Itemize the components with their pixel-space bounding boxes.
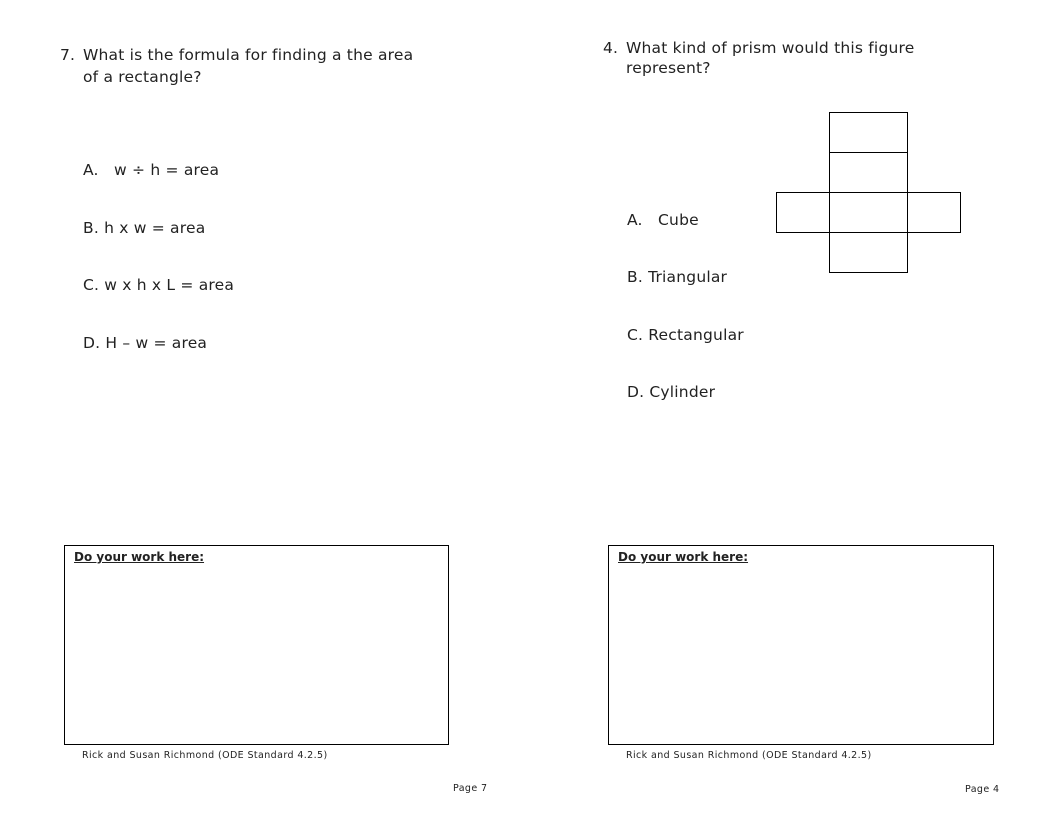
net-face-top: [829, 112, 908, 153]
net-face-upper: [829, 152, 908, 193]
page-number: Page 4: [965, 784, 1000, 795]
credit-line: Rick and Susan Richmond (ODE Standard 4.2.5): [626, 750, 872, 761]
option-b[interactable]: B. Triangular: [627, 268, 728, 286]
question-number: 7.: [60, 46, 76, 64]
option-c[interactable]: C. Rectangular: [627, 326, 744, 344]
work-area[interactable]: [64, 545, 449, 745]
net-face-center: [829, 192, 908, 233]
work-area-label: Do your work here:: [618, 550, 749, 564]
option-b[interactable]: B. h x w = area: [83, 219, 206, 237]
net-face-right: [907, 192, 961, 233]
question-text-line2: of a rectangle?: [83, 68, 202, 86]
question-text-line1: What is the formula for finding a the area: [83, 46, 414, 64]
option-d[interactable]: D. H – w = area: [83, 334, 208, 352]
page-number: Page 7: [453, 783, 488, 794]
net-face-left: [776, 192, 830, 233]
cube-net-figure: [776, 112, 961, 273]
option-c[interactable]: C. w x h x L = area: [83, 276, 235, 294]
question-7: [60, 44, 440, 90]
question-number: 4.: [603, 39, 619, 57]
work-area[interactable]: [608, 545, 994, 745]
option-d[interactable]: D. Cylinder: [627, 383, 716, 401]
work-area-label: Do your work here:: [74, 550, 205, 564]
option-a[interactable]: A. w ÷ h = area: [83, 161, 220, 179]
credit-line: Rick and Susan Richmond (ODE Standard 4.2.5): [82, 750, 328, 761]
net-face-bottom: [829, 232, 908, 273]
question-text-line1: What kind of prism would this figure: [626, 39, 915, 57]
option-a[interactable]: A. Cube: [627, 211, 699, 229]
question-text-line2: represent?: [626, 59, 711, 77]
question-4: [603, 37, 983, 83]
